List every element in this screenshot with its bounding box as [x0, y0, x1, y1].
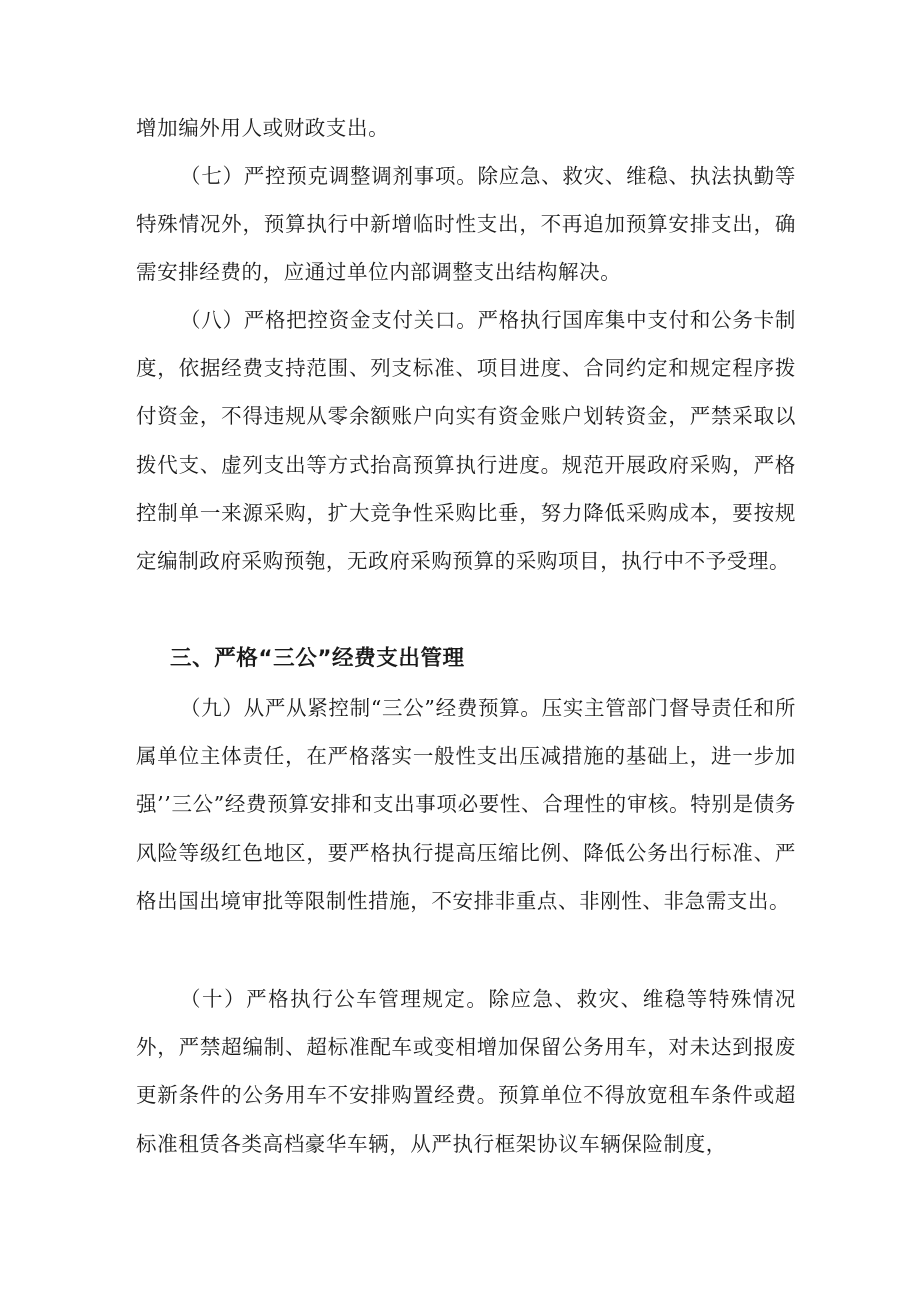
paragraph-10: （十）严格执行公车管理规定。除应急、救灾、维稳等特殊情况外，严禁超编制、超标准配车或变相增加保留公务用车，对未达到报废更新条件的公务用车不安排购置经费。预算单位不得放宽租车条件或超标准租赁各类高档豪华车辆，从严执行框架协议车辆保险制度， [136, 987, 796, 1156]
paragraph-8: （八）严格把控资金支付关口。严格执行国库集中支付和公务卡制度，依据经费支持范围、列支标准、项目进度、合同约定和规定程序拨付资金，不得违规从零余额账户向实有资金账户划转资金，严禁采取以拨代支、虚列支出等方式抬高预算执行进度。规范开展政府采购，严格控制单一来源采购，扩大竞争性采购比垂，努力降低采购成本，要按规定编制政府采购预匏，无政府采购预算的采购项目，执行中不予受理。 [136, 308, 796, 574]
paragraph-continued: 增加编外用人或财政支出。 [136, 116, 390, 140]
section-heading-3: 三、严格“三公”经费支出管理 [170, 646, 465, 671]
paragraph-9: （九）从严从紧控制“三公”经费预算。压实主管部门督导责任和所属单位主体责任，在严格落实一般性支出压减措施的基础上，进一步加强’’三公”经费预算安排和支出事项必要性、合理性的审核。特别是债务风险等级红色地区，要严格执行提高压缩比例、降低公务出行标准、严格出国出境审批等限制性措施，不安排非重点、非刚性、非急需支出。 [136, 696, 796, 913]
paragraph-7: （七）严控预克调整调剂事项。除应急、救灾、维稳、执法执勤等特殊情况外，预算执行中新增临时性支出，不再追加预算安排支出，确需安排经费的，应通过单位内部调整支出结构解决。 [136, 164, 796, 285]
